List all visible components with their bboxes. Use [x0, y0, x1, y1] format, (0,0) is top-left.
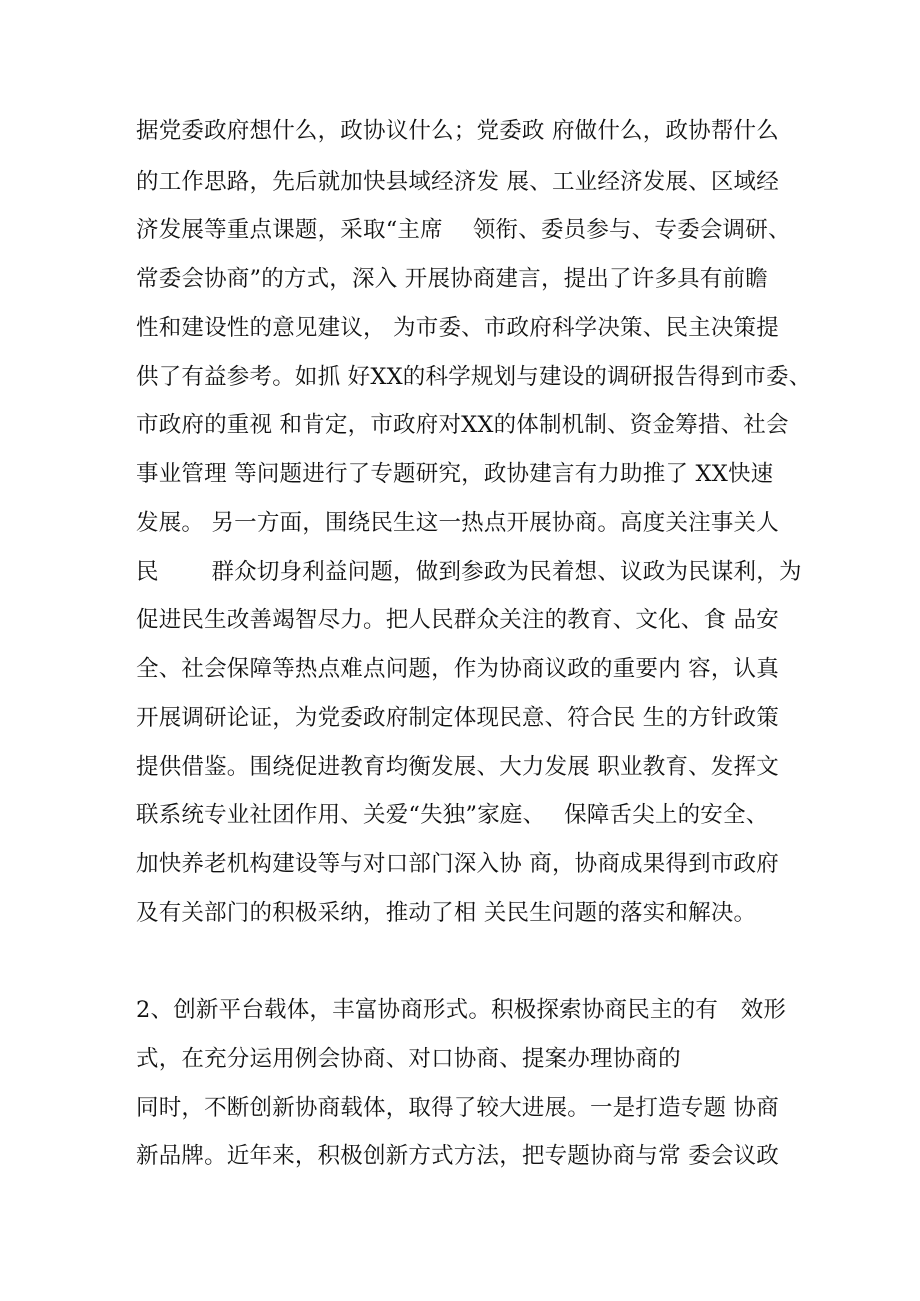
text-line: 发展。 另一方面，围绕民生这一热点开展协商。高度关注事关人 [136, 510, 779, 536]
text-line: 加快养老机构建设等与对口部门深入协 商，协商成果得到市政府 [136, 851, 779, 877]
text-line: 联系统专业社团作用、关爱“失独”家庭、 保障舌尖上的安全、 [136, 802, 769, 828]
text-line: 促进民生改善竭智尽力。把人民群众关注的教育、文化、食 品安 [136, 607, 779, 633]
text-line: 性和建设性的意见建议， 为市委、市政府科学决策、民主决策提 [136, 315, 779, 341]
text-line: 供了有益参考。如抓 好XX的科学规划与建设的调研报告得到市委、 [136, 364, 812, 390]
text-line: 开展调研论证，为党委政府制定体现民意、符合民 生的方针政策 [136, 705, 779, 731]
text-line: 式，在充分运用例会协商、对口协商、提案办理协商的 [136, 1046, 681, 1072]
text-line: 新品牌。近年来，积极创新方式方法，把专题协商与常 委会议政 [136, 1143, 779, 1169]
text-line: 济发展等重点课题，采取“主席 领衔、委员参与、专委会调研、 [136, 217, 791, 243]
text-line: 据党委政府想什么，政协议什么；党委政 府做什么，政协帮什么 [136, 118, 779, 144]
text-line: 全、社会保障等热点难点问题，作为协商议政的重要内 容，认真 [136, 656, 779, 682]
text-line: 及有关部门的积极采纳，推动了相 关民生问题的落实和解决。 [136, 900, 757, 926]
text-line: 民 群众切身利益问题，做到参政为民着想、议政为民谋利，为 [136, 559, 802, 585]
text-line: 市政府的重视 和肯定，市政府对XX的体制机制、资金筹措、社会 [136, 412, 789, 438]
text-line: 的工作思路，先后就加快县域经济发 展、工业经济发展、区域经 [136, 169, 779, 195]
text-line: 提供借鉴。围绕促进教育均衡发展、大力发展 职业教育、发挥文 [136, 754, 779, 780]
text-line: 2、创新平台载体，丰富协商形式。积极探索协商民主的有 效形 [136, 997, 787, 1023]
text-line: 同时，不断创新协商载体，取得了较大进展。一是打造专题 协商 [136, 1095, 779, 1121]
text-line: 事业管理 等问题进行了专题研究，政协建言有力助推了 XX快速 [136, 461, 774, 487]
text-line: 常委会协商”的方式，深入 开展协商建言，提出了许多具有前瞻 [136, 266, 768, 292]
